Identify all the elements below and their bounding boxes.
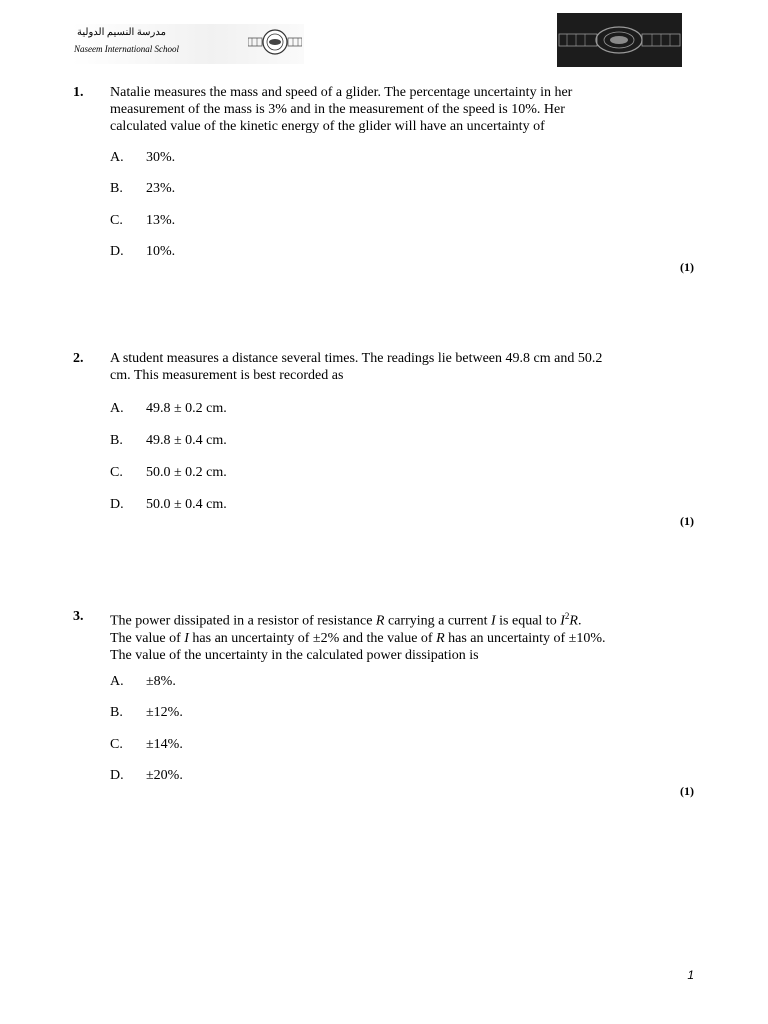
question-text — [110, 84, 670, 135]
option-letter: D. — [110, 768, 124, 783]
text-segment: is equal to — [495, 613, 561, 629]
option-letter: A. — [110, 674, 124, 689]
marks-label: (1) — [680, 784, 694, 798]
variable-r: R — [375, 613, 385, 629]
option-letter: B. — [110, 181, 123, 196]
option-letter: B. — [110, 433, 123, 448]
option-text: 23%. — [146, 181, 176, 196]
option-text: 30%. — [146, 150, 176, 165]
page-number: 1 — [687, 968, 694, 982]
option-letter: D. — [110, 244, 124, 259]
option-letter: C. — [110, 465, 123, 480]
text-segment: . — [577, 613, 582, 629]
question-text-line: calculated value of the kinetic energy of the glider will have an uncertainty of — [110, 119, 545, 134]
text-segment: has an uncertainty of ±10%. — [444, 630, 606, 646]
question-3 — [0, 608, 768, 808]
answer-option-b — [0, 180, 768, 198]
question-number: 1. — [73, 85, 84, 100]
option-letter: C. — [110, 737, 123, 752]
question-text-line — [110, 630, 670, 647]
variable-r: R — [436, 630, 445, 646]
question-text-line: Natalie measures the mass and speed of a glider. The percentage uncertainty in her — [110, 85, 573, 100]
answer-option-b — [0, 704, 768, 722]
answer-option-b — [0, 432, 768, 450]
school-logo — [72, 24, 304, 64]
question-text-line — [110, 608, 670, 630]
variable-i: I — [184, 630, 189, 646]
text-segment: carrying a current — [384, 613, 491, 629]
school-name-english: Naseem International School — [74, 44, 179, 54]
option-text: 49.8 ± 0.4 cm. — [146, 433, 227, 448]
option-text: ±8%. — [146, 674, 176, 689]
formula-exponent: 2 — [564, 611, 570, 621]
option-text: ±20%. — [146, 768, 183, 783]
question-2 — [0, 350, 768, 540]
variable-i: I — [490, 613, 496, 629]
question-text — [110, 608, 670, 664]
option-letter: A. — [110, 150, 124, 165]
text-segment: The power dissipated in a resistor of resistance — [110, 613, 376, 629]
question-text-line: cm. This measurement is best recorded as — [110, 368, 344, 383]
question-1 — [0, 84, 768, 284]
option-text: 13%. — [146, 213, 176, 228]
option-text: 50.0 ± 0.4 cm. — [146, 497, 227, 512]
option-text: 10%. — [146, 244, 176, 259]
page-header — [0, 0, 768, 80]
answer-option-a — [0, 149, 768, 167]
question-number: 2. — [73, 351, 84, 366]
question-text — [110, 350, 670, 384]
answer-option-d — [0, 767, 768, 785]
option-text: 50.0 ± 0.2 cm. — [146, 465, 227, 480]
answer-option-a — [0, 673, 768, 691]
school-emblem-icon — [248, 27, 302, 57]
answer-option-c — [0, 464, 768, 482]
option-text: ±14%. — [146, 737, 183, 752]
answer-option-c — [0, 212, 768, 230]
answer-option-d — [0, 496, 768, 514]
text-segment: The value of — [110, 630, 185, 646]
marks-label: (1) — [680, 514, 694, 528]
formula-current: I — [560, 613, 565, 629]
answer-option-c — [0, 736, 768, 754]
header-banner — [557, 13, 682, 67]
answer-option-a — [0, 400, 768, 418]
text-segment: has an uncertainty of ±2% and the value of — [188, 630, 437, 646]
option-letter: C. — [110, 213, 123, 228]
formula-resistance: R — [569, 613, 578, 629]
question-text-line: A student measures a distance several times. The readings lie between 49.8 cm and 50.2 — [110, 351, 603, 366]
option-letter: D. — [110, 497, 124, 512]
question-text-line: The value of the uncertainty in the calculated power dissipation is — [110, 647, 479, 663]
option-text: 49.8 ± 0.2 cm. — [146, 401, 227, 416]
answer-option-d — [0, 243, 768, 261]
option-text: ±12%. — [146, 705, 183, 720]
option-letter: B. — [110, 705, 123, 720]
option-letter: A. — [110, 401, 124, 416]
question-text-line: measurement of the mass is 3% and in the measurement of the speed is 10%. Her — [110, 102, 565, 117]
banner-emblem-icon — [557, 13, 682, 67]
question-number: 3. — [73, 609, 84, 624]
marks-label: (1) — [680, 260, 694, 274]
school-name-arabic: مدرسة النسيم الدولية — [77, 27, 166, 38]
